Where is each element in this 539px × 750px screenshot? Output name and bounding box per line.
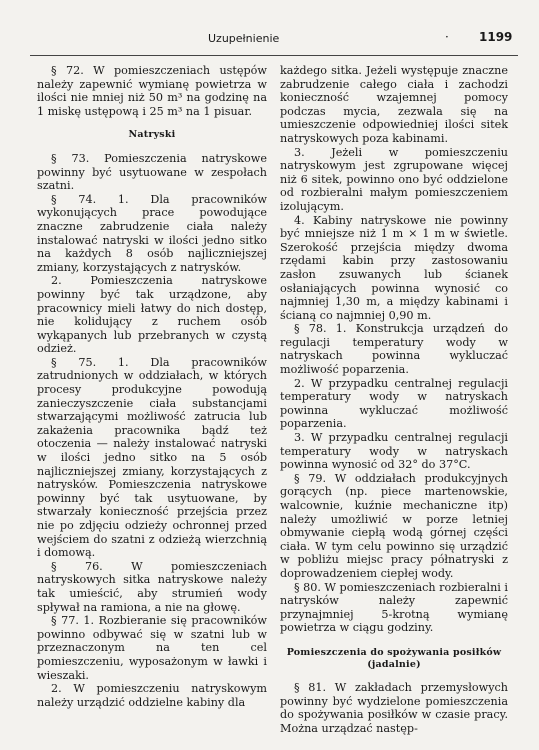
header-rule — [30, 55, 518, 56]
paragraph-80: § 80. W pomieszczeniach rozbieralni i natrysków należy zapewnić przynajmniej 5-krotną wymianę powietrza w ciągu godziny. — [280, 580, 509, 635]
paragraph-78-2: 2. W przypadku centralnej regulacji temperatury wody w natryskach powinna wykluczać możliwość poparzenia. — [280, 376, 508, 431]
left-column — [37, 64, 267, 709]
section-heading-jadalnie — [280, 647, 508, 671]
right-column — [280, 64, 508, 735]
paragraph-76: § 76. W pomieszczeniach natryskowych sitka natryskowe należy tak umieścić, aby strumień wody spływał na ramiona, a nie na głowę. — [37, 559, 267, 614]
section-heading-natryski: Natryski — [128, 129, 176, 141]
section-heading-jadalnie-line1: Pomieszczenia do spożywania posiłków — [286, 646, 502, 658]
paragraph-81: § 81. W zakładach przemysłowych powinny być wydzielone pomieszczenia do spożywania posiłków w czasie pracy. Można urządzać następ- — [280, 680, 508, 735]
header-separator: · — [445, 30, 449, 44]
paragraph-74-1: § 74. 1. Dla pracowników wykonujących prace powodujące znaczne zabrudzenie ciała należy instalować natryski w ilości jedno sitko na każdych 8 osób najliczniejszej zmiany, korzystających z natrysków. — [37, 192, 267, 274]
paragraph-77-2: 2. W pomieszczeniu natryskowym należy urządzić oddzielne kabiny dla — [37, 682, 267, 709]
paragraph-73: § 73. Pomieszczenia natryskowe powinny być usytuowane w zespołach szatni. — [37, 151, 267, 193]
paragraph-77-1: § 77. 1. Rozbieranie się pracowników powinno odbywać się w szatni lub w przeznaczonym na ten cel pomieszczeniu, wyposażonym w ławki i wieszaki. — [37, 614, 267, 682]
paragraph-79: § 79. W oddziałach produkcyjnych gorących (np. piece martenowskie, walcownie, kuźnie mechaniczne itp) należy umożliwić w porze letniej obmywanie ciepłą wodą górnej części ciała. W tym celu powinno się urządzić w pobliżu miejsc pracy półnatryski z doprowadzeniem ciepłej wody. — [280, 471, 508, 580]
paragraph-72: § 72. W pomieszczeniach ustępów należy zapewnić wymianę powietrza w ilości nie mniej niż 50 m³ na godzinę na 1 miskę ustępową i 25 m³ na 1 pisuar. — [37, 64, 267, 118]
paragraph-77-2-continued: każdego sitka. Jeżeli występuje znaczne zabrudzenie całego ciała i zachodzi konieczność wzajemnej pomocy podczas mycia, zezwala się na umieszczenie odpowiedniej ilości sitek natryskowych poza kabinami. — [280, 64, 508, 145]
paragraph-78-1: § 78. 1. Konstrukcja urządzeń do regulacji temperatury wody w natryskach powinna wykluczać możliwość poparzenia. — [280, 322, 508, 377]
section-heading-jadalnie-line2: (jadalnie) — [367, 658, 421, 670]
paragraph-74-2: 2. Pomieszczenia natryskowe powinny być tak urządzone, aby pracownicy mieli łatwy do nich dostęp, nie kolidujący z ruchem osób wykąpanych lub przebranych w czystą odzież. — [37, 274, 267, 356]
paragraph-78-3: 3. W przypadku centralnej regulacji temperatury wody w natryskach powinna wynosić od 32° do 37°C. — [280, 431, 508, 472]
paragraph-77-3: 3. Jeżeli w pomieszczeniu natryskowym jest zgrupowane więcej niż 6 sitek, powinno ono być oddzielone od rozbieralni małym pomieszczeniem izolującym. — [280, 145, 508, 213]
running-title: Uzupełnienie — [208, 32, 280, 45]
page-number: 1199 — [479, 30, 513, 44]
paragraph-77-4: 4. Kabiny natryskowe nie powinny być mniejsze niż 1 m × 1 m w świetle. Szerokość przejścia między dwoma rzędami kabin przy zastosowaniu zasłon zsuwanych lub ścianek osłaniających powinna wynosić co najmniej 1,30 m, a między kabinami i ścianą co najmniej 0,90 m. — [280, 213, 508, 322]
paragraph-75-1: § 75. 1. Dla pracowników zatrudnionych w oddziałach, w których procesy produkcyjne powodują zanieczyszczenie ciała substancjami stwarzającymi możliwość zatrucia lub zakażenia pracownika bądź też otoczenia — należy instalować natryski w ilości jedno sitko na 5 osób najliczniejszej zmiany, korzystających z natrysków. Pomieszczenia natryskowe powinny być tak usytuowane, by stwarzały konieczność przejścia przez nie po zdjęciu odzieży ochronnej przed wejściem do szatni z odzieżą wierzchnią i domową. — [37, 355, 267, 560]
